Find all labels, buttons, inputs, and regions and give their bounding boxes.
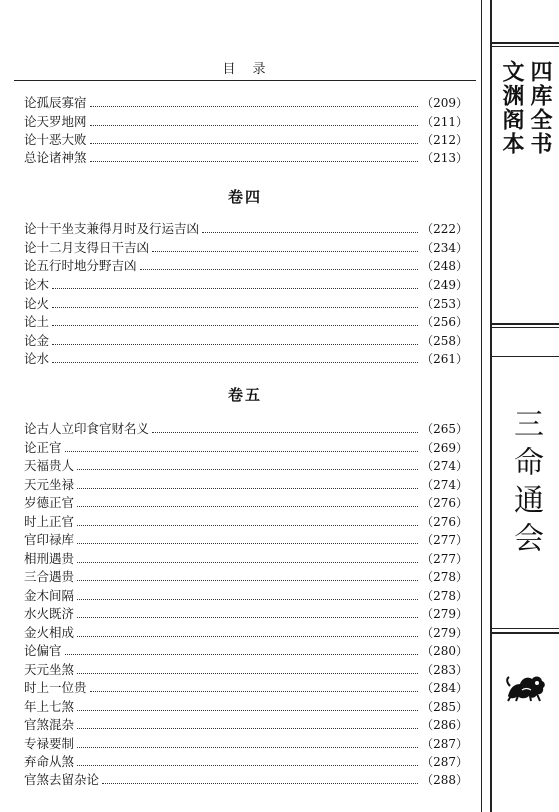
entry-title: 总论诸神煞 [24,150,87,165]
leader-dots [52,325,418,326]
leader-dots [77,562,418,563]
leader-dots [90,125,419,126]
leader-dots [90,691,419,692]
leader-dots [77,599,418,600]
toc-entry[interactable] [24,295,468,313]
entry-title: 官煞混杂 [24,717,75,732]
toc-entry[interactable] [24,587,468,605]
entry-title: 天福贵人 [24,458,75,473]
toc-entry[interactable] [24,439,468,457]
entry-page: （277） [421,533,468,547]
leader-dots [77,543,418,544]
toc-entry[interactable] [24,550,468,568]
toc-entry[interactable] [24,568,468,586]
toc-entry[interactable] [24,332,468,350]
toc-entry[interactable] [24,239,468,257]
entry-page: （249） [421,278,468,292]
toc-entry[interactable] [24,771,468,789]
entry-page: （284） [421,681,468,695]
entry-title: 论偏官 [24,643,62,658]
entry-page: （283） [421,663,468,677]
section-title-juan4: 卷四 [227,188,262,206]
leader-dots [77,710,418,711]
leader-dots [52,344,418,345]
toc-entry[interactable] [24,735,468,753]
leader-dots [140,269,419,270]
entry-page: （258） [421,334,468,348]
entry-title: 金火相成 [24,625,75,640]
toc-entry[interactable] [24,131,468,149]
divider-line [481,0,482,812]
entry-page: （287） [421,737,468,751]
entry-page: （256） [421,315,468,329]
entry-page: （222） [421,222,468,236]
entry-page: （248） [421,259,468,273]
entry-page: （253） [421,297,468,311]
entry-title: 天元坐煞 [24,662,75,677]
beast-seal-icon [504,670,548,702]
leader-dots [65,451,419,452]
entry-page: （212） [421,133,468,147]
entry-page: （277） [421,552,468,566]
entry-title: 时上正官 [24,514,75,529]
leader-dots [152,251,418,252]
entry-title: 论十二月支得日干吉凶 [24,240,150,255]
entry-title: 论五行时地分野吉凶 [24,258,137,273]
entry-title: 论古人立印食官财名义 [24,421,150,436]
entry-title: 论金 [24,333,50,348]
entry-title: 论火 [24,296,50,311]
entry-page: （288） [421,773,468,787]
toc-entry[interactable] [24,605,468,623]
entry-title: 弃命从煞 [24,754,75,769]
entry-title: 论水 [24,351,50,366]
series-title-line1: 四库全书 [527,60,553,156]
entry-title: 论土 [24,314,50,329]
entry-title: 论孤辰寡宿 [24,95,87,110]
leader-dots [52,288,418,289]
entry-title: 官煞去留杂论 [24,772,100,787]
toc-entry[interactable] [24,753,468,771]
spine-sidebar [490,0,559,812]
entry-page: （213） [421,151,468,165]
leader-dots [77,636,418,637]
entry-page: （280） [421,644,468,658]
leader-dots [77,765,418,766]
entry-title: 金木间隔 [24,588,75,603]
toc-entry[interactable] [24,661,468,679]
leader-dots [102,783,418,784]
sidebar-rule [490,632,559,634]
entry-title: 论正官 [24,440,62,455]
toc-entry[interactable] [24,531,468,549]
sidebar-rule [490,327,559,328]
leader-dots [77,728,418,729]
toc-entry[interactable] [24,350,468,368]
entry-page: （234） [421,241,468,255]
entry-title: 专禄要制 [24,736,75,751]
leader-dots [90,143,419,144]
entry-title: 三合遇贵 [24,569,75,584]
entry-title: 论木 [24,277,50,292]
leader-dots [52,362,418,363]
leader-dots [90,161,419,162]
leader-dots [77,747,418,748]
entry-title: 论十干坐支兼得月时及行运吉凶 [24,221,200,236]
toc-entry[interactable] [24,149,468,167]
leader-dots [65,654,419,655]
entry-page: （276） [421,515,468,529]
toc-entry[interactable] [24,257,468,275]
entry-title: 天元坐禄 [24,477,75,492]
toc-entry[interactable] [24,624,468,642]
leader-dots [77,506,418,507]
sidebar-rule [490,356,559,357]
entry-title: 相刑遇贵 [24,551,75,566]
leader-dots [77,617,418,618]
entry-page: （279） [421,607,468,621]
series-title-line2: 文渊阁本 [499,60,525,156]
entry-page: （278） [421,570,468,584]
leader-dots [77,525,418,526]
entry-page: （211） [421,115,468,129]
entry-page: （287） [421,755,468,769]
page-header: 目 录 [222,62,268,77]
entry-title: 水火既济 [24,606,75,621]
entry-page: （269） [421,441,468,455]
entry-title: 岁德正官 [24,495,75,510]
entry-title: 论十恶大败 [24,132,87,147]
toc-entry[interactable] [24,220,468,238]
entry-page: （265） [421,422,468,436]
toc-entry[interactable] [24,716,468,734]
entry-title: 论天罗地网 [24,114,87,129]
entry-page: （274） [421,478,468,492]
toc-entry[interactable] [24,457,468,475]
header-rule [14,80,476,81]
entry-page: （274） [421,459,468,473]
toc-entry[interactable] [24,513,468,531]
toc-entry[interactable] [24,276,468,294]
toc-entry[interactable] [24,642,468,660]
sidebar-rule [490,323,559,325]
entry-title: 时上一位贵 [24,680,87,695]
entry-title: 官印禄库 [24,532,75,547]
entry-page: （279） [421,626,468,640]
toc-entry[interactable] [24,494,468,512]
book-title: 三命通会 [508,408,543,560]
entry-page: （285） [421,700,468,714]
leader-dots [77,673,418,674]
toc-entry[interactable] [24,420,468,438]
toc-entry[interactable] [24,476,468,494]
entry-page: （209） [421,96,468,110]
leader-dots [77,580,418,581]
section-title-juan5: 卷五 [227,386,262,404]
leader-dots [52,307,418,308]
leader-dots [77,488,418,489]
toc-entry[interactable] [24,679,468,697]
leader-dots [202,232,418,233]
entry-title: 年上七煞 [24,699,75,714]
entry-page: （276） [421,496,468,510]
toc-entry[interactable] [24,313,468,331]
toc-entry[interactable] [24,94,468,112]
entry-page: （278） [421,589,468,603]
leader-dots [77,469,418,470]
entry-page: （286） [421,718,468,732]
sidebar-rule [490,46,559,47]
sidebar-rule [490,42,559,44]
entry-page: （261） [421,352,468,366]
leader-dots [90,106,419,107]
leader-dots [152,432,418,433]
sidebar-rule [490,628,559,629]
toc-entry[interactable] [24,113,468,131]
toc-entry[interactable] [24,698,468,716]
